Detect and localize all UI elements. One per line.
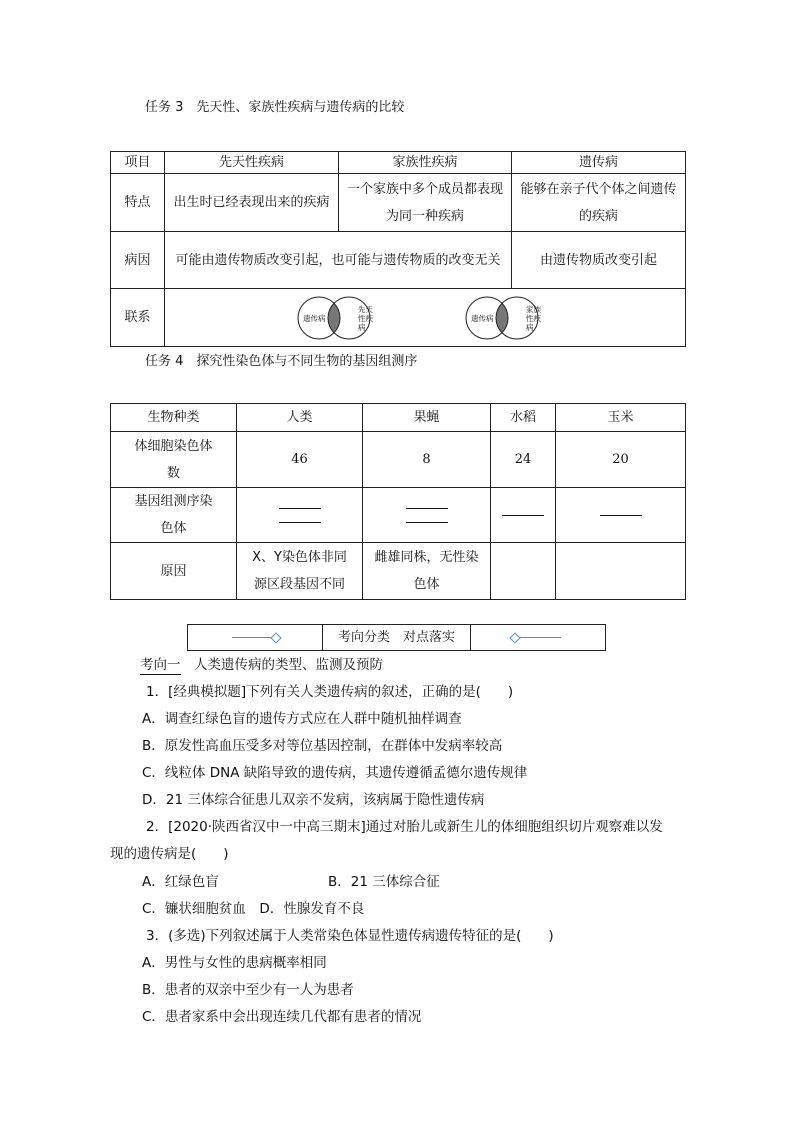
header-species: 生物种类	[111, 404, 237, 432]
cause-genetic: 由遗传物质改变引起	[512, 232, 686, 289]
question-1-option-d: D．21 三体综合征患儿双亲不发病，该病属于隐性遗传病	[142, 792, 485, 808]
header-rice: 水稻	[491, 404, 556, 432]
feature-genetic: 能够在亲子代个体之间遗传的疾病	[512, 174, 686, 232]
question-1-option-a: A．调查红绿色盲的遗传方式应在人群中随机抽样调查	[142, 711, 462, 727]
venn2-right-label: 家族性疾病	[526, 304, 542, 332]
header-congenital: 先天性疾病	[165, 152, 339, 174]
section1-heading	[140, 653, 383, 673]
row-label-cause: 病因	[111, 232, 165, 289]
reason-rice	[491, 543, 556, 600]
row-label-somatic: 体细胞染色体数	[111, 432, 237, 488]
row-label-link: 联系	[111, 289, 165, 347]
question-3-stem: 3．(多选)下列叙述属于人类常染色体显性遗传病遗传特征的是( )	[146, 928, 554, 944]
banner-right-ornament	[471, 625, 605, 650]
banner-title: 考向分类 对点落实	[322, 625, 471, 650]
venn1-left-label: 遗传病	[302, 313, 326, 323]
blank-line	[502, 515, 544, 516]
question-3-option-b: B．患者的双亲中至少有一人为患者	[142, 982, 354, 998]
cause-congenital-familial: 可能由遗传物质改变引起，也可能与遗传物质的改变无关	[165, 232, 512, 289]
question-1-option-c: C．线粒体 DNA 缺陷导致的遗传病，其遗传遵循孟德尔遗传规律	[142, 765, 528, 781]
row-label-genome: 基因组测序染色体	[111, 488, 237, 543]
task3-title: 任务 3 先天性、家族性疾病与遗传病的比较	[145, 100, 405, 115]
somatic-maize: 20	[556, 432, 686, 488]
somatic-human: 46	[237, 432, 363, 488]
question-2-option-a: A．红绿色盲	[142, 874, 219, 890]
question-2-option-cd: C．镰状细胞贫血 D．性腺发育不良	[142, 901, 365, 917]
header-familial: 家族性疾病	[339, 152, 512, 174]
somatic-fruitfly: 8	[363, 432, 491, 488]
genome-table	[110, 403, 686, 600]
genome-maize-blank	[556, 488, 686, 543]
genome-human-blanks	[237, 488, 363, 543]
section-banner	[187, 624, 606, 651]
blank-line	[279, 508, 321, 509]
question-3-option-a: A．男性与女性的患病概率相同	[142, 955, 327, 971]
header-fruitfly: 果蝇	[363, 404, 491, 432]
venn-diagram-2	[429, 294, 589, 342]
venn1-right-label: 先天性疾病	[357, 304, 373, 332]
task4-title: 任务 4 探究性染色体与不同生物的基因组测序	[145, 354, 418, 369]
header-maize: 玉米	[556, 404, 686, 432]
blank-line	[279, 522, 321, 523]
question-2-option-b: B．21 三体综合征	[328, 874, 440, 890]
feature-congenital: 出生时已经表现出来的疾病	[165, 174, 339, 232]
banner-left-ornament	[188, 625, 322, 650]
genome-rice-blank	[491, 488, 556, 543]
question-1-option-b: B．原发性高血压受多对等位基因控制，在群体中发病率较高	[142, 738, 503, 754]
blank-line	[406, 508, 448, 509]
row-label-reason: 原因	[111, 543, 237, 600]
reason-fruitfly: 雌雄同株，无性染色体	[363, 543, 491, 600]
blank-line	[600, 515, 642, 516]
comparison-table	[110, 151, 686, 347]
somatic-rice: 24	[491, 432, 556, 488]
question-1-stem: 1．[经典模拟题]下列有关人类遗传病的叙述，正确的是( )	[146, 684, 514, 700]
venn-diagrams-cell	[165, 289, 686, 347]
feature-familial: 一个家族中多个成员都表现为同一种疾病	[339, 174, 512, 232]
genome-fruitfly-blanks	[363, 488, 491, 543]
venn-diagram-1	[261, 294, 421, 342]
blank-line	[406, 522, 448, 523]
section1-title: 人类遗传病的类型、监测及预防	[180, 657, 383, 673]
question-2-stem-line2: 现的遗传病是( )	[110, 846, 229, 862]
diamond-icon	[509, 632, 520, 643]
reason-human: X、Y染色体非同源区段基因不同	[237, 543, 363, 600]
question-3-option-c: C．患者家系中会出现连续几代都有患者的情况	[142, 1009, 422, 1025]
header-item: 项目	[111, 152, 165, 174]
row-label-feature: 特点	[111, 174, 165, 232]
venn2-left-label: 遗传病	[471, 313, 494, 323]
diamond-icon	[270, 632, 281, 643]
reason-maize	[556, 543, 686, 600]
header-human: 人类	[237, 404, 363, 432]
question-2-stem-line1: 2．[2020·陕西省汉中一中高三期末]通过对胎儿或新生儿的体细胞组织切片观察难以发	[146, 819, 663, 835]
header-genetic: 遗传病	[512, 152, 686, 174]
section1-label: 考向一	[140, 657, 181, 673]
